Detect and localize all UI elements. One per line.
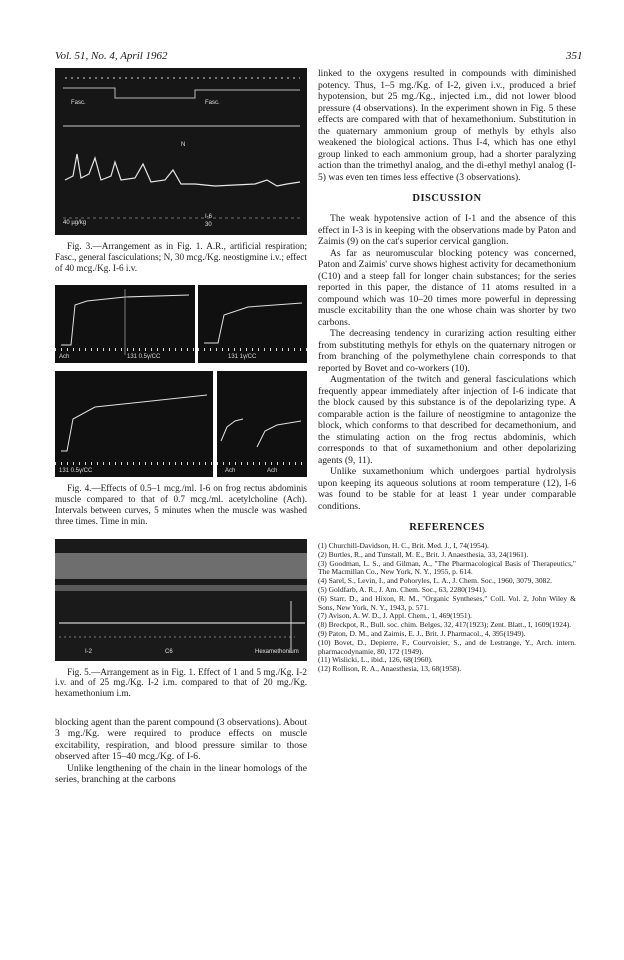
fig4-panel-c (55, 371, 213, 477)
fig3-label: 30 (205, 222, 212, 228)
figure-3-caption: Fig. 3.—Arrangement as in Fig. 1. A.R., artificial respiration; Fasc., general fasciculations; N, 30 mcg./Kg. neostigmine i.v.; effect of 40 mcg./Kg. I-6 i.v. (55, 241, 307, 273)
figure-5-caption: Fig. 5.—Arrangement as in Fig. 1. Effect of 1 and 5 mg./Kg. I-2 i.v. and of 25 mg./Kg. I-2 i.m. compared to that of 20 mg./Kg. hexamethonium i.m. (55, 666, 307, 699)
figure-5-image (55, 539, 307, 661)
figure-4-caption: Fig. 4.—Effects of 0.5–1 mcg./ml. I-6 on frog rectus abdominis muscle compared to that of 0.7 mcg./ml. acetylcholine (Ach). Intervals between curves, 5 minutes when the muscle was washed three times. Time in min. (55, 483, 307, 526)
fig3-label: I-6 (205, 214, 213, 220)
fig4-label: 131 0.5γ/CC (127, 354, 161, 361)
page-number: 351 (566, 50, 583, 62)
right-column (318, 68, 576, 674)
reference-item: (6) Starr, D., and Hixon, R. M., "Organic Syntheses," Coll. Vol. 2, John Wiley & Sons, New York, N. Y., 1943, p. 571. (318, 593, 576, 612)
fig5-label: I-2 (85, 648, 93, 655)
fig4-panel-a (55, 285, 195, 363)
body-paragraph: blocking agent than the parent compound (3 observations). About 3 mg./Kg. were required to produce effects on muscle excitability, respiration, and blood pressure similar to those observed after 15–40 mcg./Kg. of I-6. (55, 716, 307, 763)
fig4-label: Ach (225, 468, 236, 475)
fig3-label: Fasc. (205, 100, 220, 106)
reference-item: (4) Sarel, S., Levin, I., and Pohoryles, L. A., J. Chem. Soc., 1960, 3079, 3082. (318, 576, 552, 586)
discussion-paragraph: Unlike suxamethonium which undergoes partial hydrolysis upon keeping its aqueous solutions at room temperature (12), I-6 was found to be stable for at least 1 year under comparable conditions. (318, 466, 576, 512)
fig3-label: Fasc. (71, 100, 86, 106)
reference-item: (7) Avison, A. W. D., J. Appl. Chem., 1, 469(1951). (318, 611, 473, 621)
figure-5-kymograph (55, 539, 307, 661)
discussion-paragraph: As far as neuromuscular blocking potency was concerned, Paton and Zaimis' curve shows highest activity for decamethonium (C10) and a steep fall for longer chain substances; for the series reported in this paper, the distance of 11 atoms resulted in a compound which was 10–20 times more powerful in depressing muscle excitability than the one whose chain was shorter by two carbons. (318, 247, 576, 328)
reference-item: (12) Rollison, R. A., Anaesthesia, 13, 68(1958). (318, 664, 462, 674)
reference-item: (8) Breckpot, R., Bull. soc. chim. Belges, 32, 417(1923); Zent. Blatt., I, 1609(1924). (318, 620, 572, 630)
fig4-trace (198, 285, 307, 363)
discussion-paragraph: The weak hypotensive action of I-1 and the absence of this effect in I-3 is in keeping with the observations made by Paton and Zaimis (9) on the cat's superior cervical ganglion. (318, 213, 576, 247)
reference-item: (11) Wislicki, L., ibid., 126, 68(1960). (318, 655, 433, 665)
fig5-label: C6 (165, 648, 173, 655)
fig4-trace (55, 285, 195, 363)
reference-item: (2) Burtles, R., and Tunstall, M. E., Brit. J. Anaesthesia, 33, 24(1961). (318, 549, 529, 559)
discussion-paragraph: The decreasing tendency in curarizing action resulting either from substituting methyls for ethyls on the quaternary nitrogen or from branching of the polymethylene chain corresponds to that reported by Bovet and co-workers (10). (318, 328, 576, 374)
reference-item: (3) Goodman, L. S., and Gilman, A., "The Pharmacological Basis of Therapeutics," The Macmillan Co., New York, N. Y., 1955, p. 614. (318, 558, 576, 577)
fig5-label: Hexamethonium (255, 648, 299, 655)
fig3-label: N (181, 142, 186, 148)
discussion-paragraph: Augmentation of the twitch and general fasciculations which frequently appear immediately after injection of I-6 indicate that the block caused by this substance is of the depolarizing type. A comparable action is the failure of neostigmine to antagonize the block, which conforms to that described for decamethonium, and the stimulating action on the frog rectus abdominis, which corresponds to that of suxamethonium and other depolarizing agents (9, 11). (318, 374, 576, 466)
figure-4-image (55, 285, 307, 477)
figure-3-kymograph (55, 68, 307, 235)
fig4-label: 131 1γ/CC (228, 354, 257, 361)
figure-3-image (55, 68, 307, 235)
reference-item: (1) Churchill-Davidson, H. C., Brit. Med. J., I, 74(1954). (318, 541, 489, 550)
running-header-journal: Vol. 51, No. 4, April 1962 (55, 50, 168, 62)
fig4-label: 131 0.5γ/CC (59, 468, 93, 475)
references-heading: REFERENCES (409, 522, 485, 533)
reference-item: (9) Paton, D. M., and Zaimis, E. J., Brit. J. Pharmacol., 4, 395(1949). (318, 628, 526, 638)
left-column (55, 68, 307, 786)
fig3-label: 40 µg/kg (63, 220, 87, 226)
body-paragraph: Unlike lengthening of the chain in the linear homologs of the series, branching at the carbons (55, 762, 307, 786)
reference-item: (5) Goldfarb, A. R., J. Am. Chem. Soc., 63, 2280(1941). (318, 584, 487, 594)
fig4-panel-b (198, 285, 307, 363)
fig4-panel-d (217, 371, 307, 477)
discussion-heading: DISCUSSION (412, 193, 482, 204)
reference-item: (10) Bovet, D., Depierre, F., Courvoisier, S., and de Lestrange, Y., Arch. intern. pharmacodynamie, 80, 172 (1949). (318, 637, 576, 656)
body-paragraph: linked to the oxygens resulted in compounds with diminished potency. Thus, 1–5 mg./Kg. of I-2, given i.v., produced a brief hypotension, but 25 mg./Kg., injected i.m., did not lower blood pressure (4 observations). In the experiment shown in Fig. 5 these effects are compared with that of hexamethonium. Substitution in the quaternary ammonium group of methyls by ethyls also weakened the biological actions. Thus I-4, which has one ethyl group linked to each ammonium group, had a shorter paralyzing action than the trimethyl analog, and the di-ethyl methyl analog (I-5) was even ten times less effective (3 observations). (318, 68, 576, 183)
fig4-label: Ach (59, 354, 70, 361)
fig4-label: Ach (267, 468, 278, 475)
